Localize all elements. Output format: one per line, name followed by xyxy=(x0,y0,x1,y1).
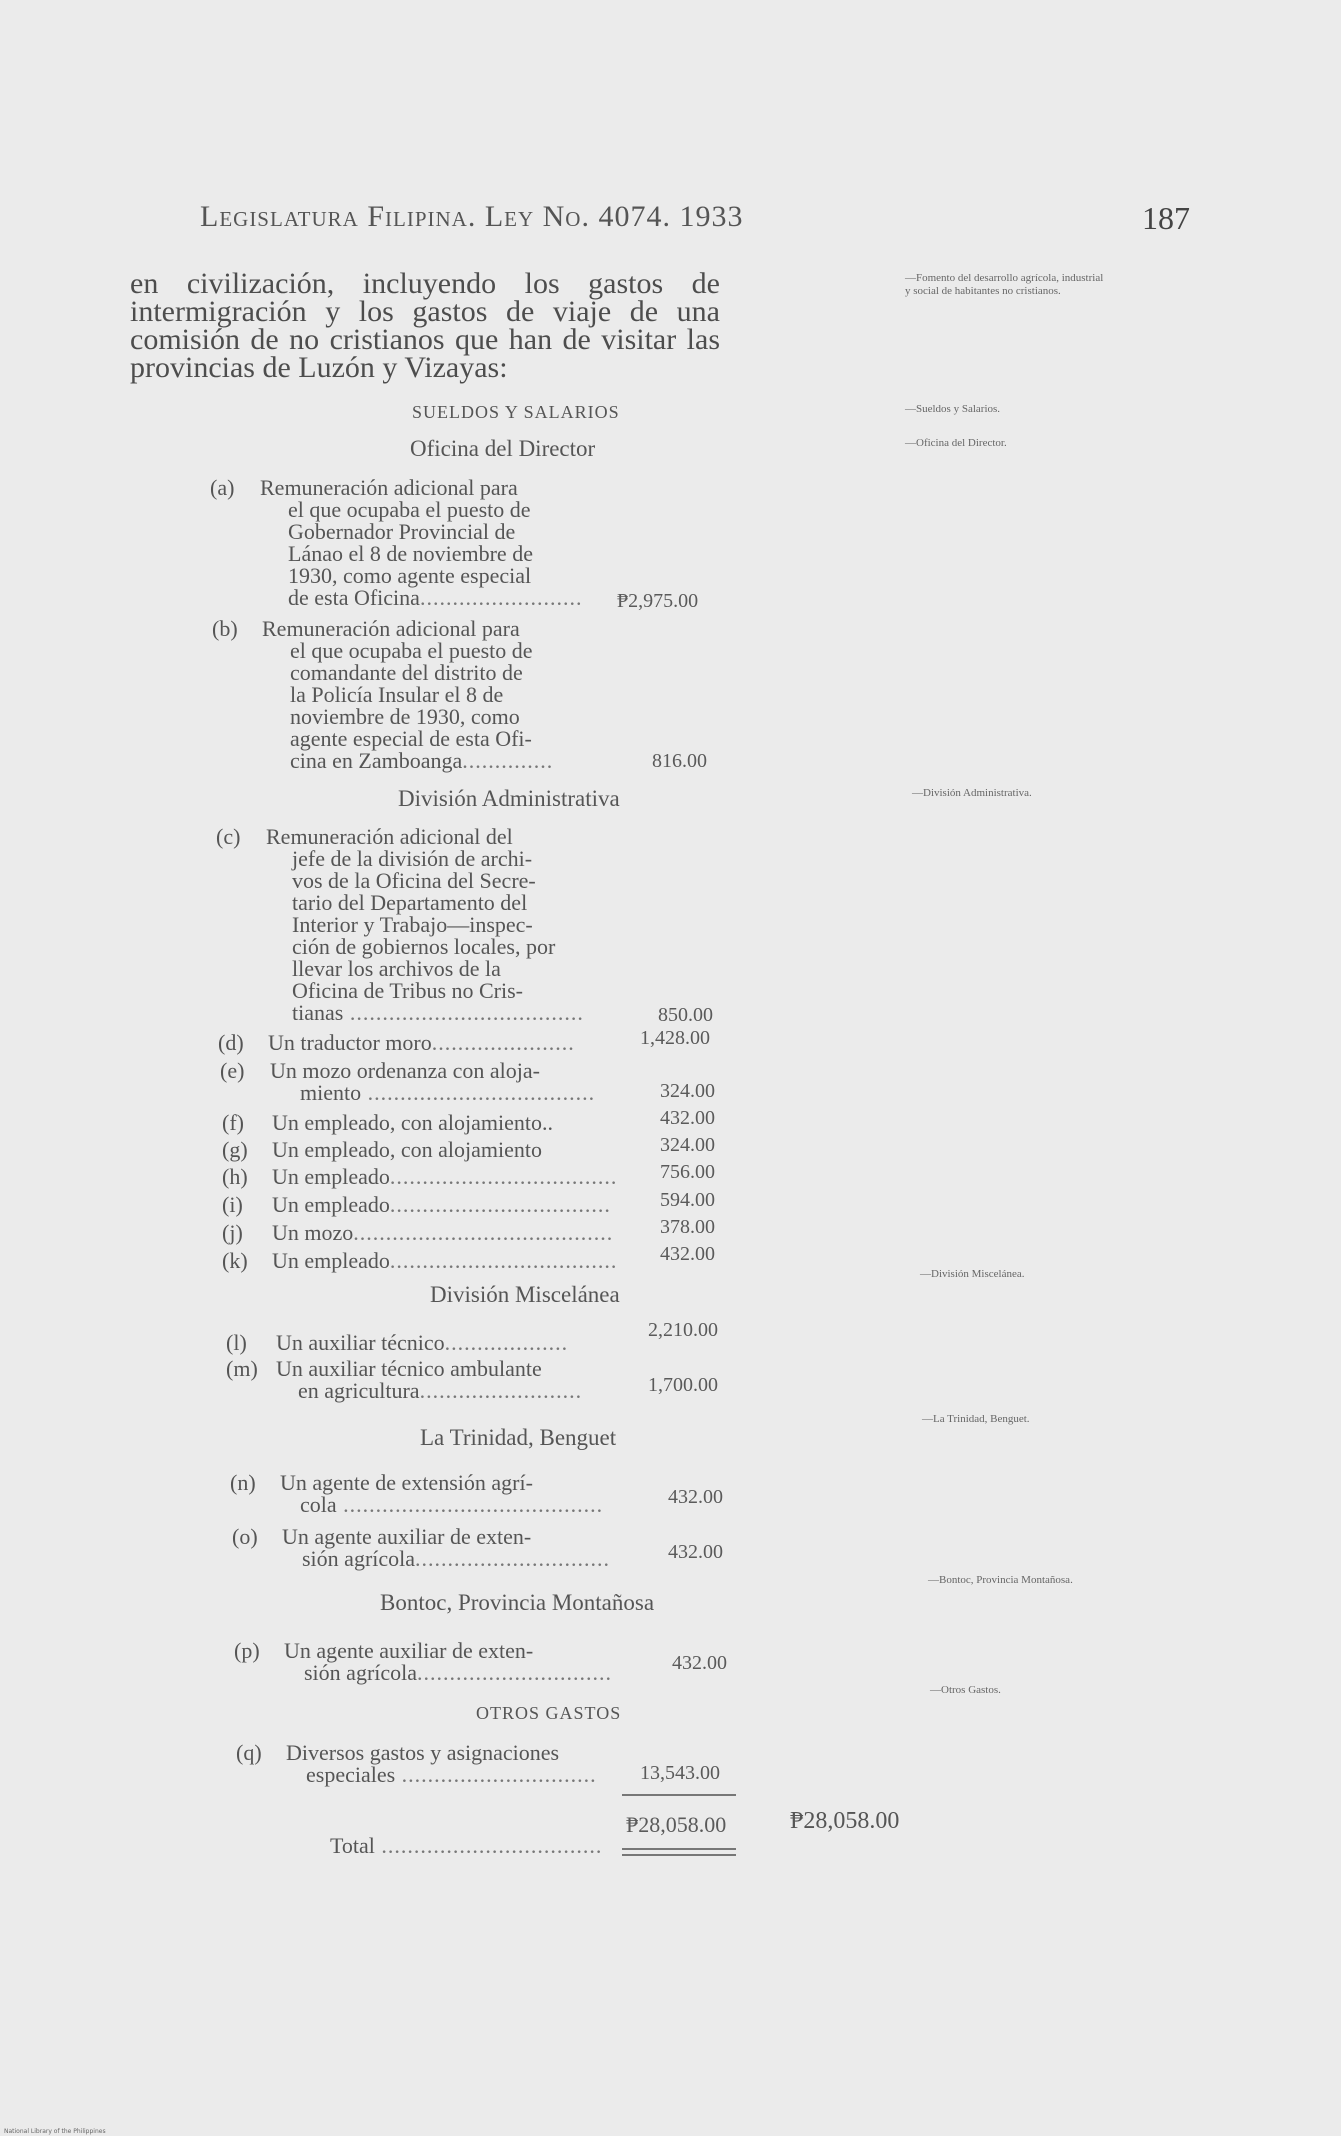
page-number: 187 xyxy=(1142,200,1190,236)
amount-q: 13,543.00 xyxy=(640,1762,720,1784)
amount-b: 816.00 xyxy=(652,750,707,772)
amount-g: 324.00 xyxy=(660,1134,715,1156)
margin-note-admin: —División Administrativa. xyxy=(912,787,1032,799)
margin-note-oficina: —Oficina del Director. xyxy=(905,437,1007,449)
amount-n: 432.00 xyxy=(668,1486,723,1508)
section-trinidad: La Trinidad, Benguet xyxy=(420,1425,617,1450)
amount-l: 2,210.00 xyxy=(648,1319,718,1341)
running-title: Legislatura Filipina. Ley No. 4074. 1933 xyxy=(200,200,744,233)
grand-total-amount: ₱28,058.00 xyxy=(790,1808,900,1834)
line-item-f: (f) Un empleado, con alojamiento.. xyxy=(222,1110,554,1135)
margin-note-fomento: —Fomento del desarrollo agrícola, industrial y social de habitantes no cristianos. xyxy=(905,272,1104,297)
amount-e: 324.00 xyxy=(660,1080,715,1102)
line-item-n: (n) Un agente de extensión agrí- cola ........................................ xyxy=(230,1470,604,1517)
line-item-m: (m) Un auxiliar técnico ambulante en agricultura......................... xyxy=(226,1356,583,1403)
amount-f: 432.00 xyxy=(660,1107,715,1129)
total-rule-2 xyxy=(622,1854,736,1856)
amount-a: ₱2,975.00 xyxy=(617,590,699,612)
amount-k: 432.00 xyxy=(660,1243,715,1265)
margin-note-trinidad: —La Trinidad, Benguet. xyxy=(922,1413,1030,1425)
line-item-d: (d) Un traductor moro...................... xyxy=(218,1030,575,1055)
section-misc: División Miscelánea xyxy=(430,1282,620,1307)
library-footer: National Library of the Philippines xyxy=(4,2128,106,2135)
total-label: Total .................................. xyxy=(330,1833,603,1858)
section-admin: División Administrativa xyxy=(398,786,620,811)
margin-note-sueldos: —Sueldos y Salarios. xyxy=(905,403,1001,415)
line-item-p: (p) Un agente auxiliar de exten- sión agrícola.............................. xyxy=(234,1638,613,1685)
line-item-g: (g) Un empleado, con alojamiento xyxy=(222,1137,543,1162)
line-item-h: (h) Un empleado................................... xyxy=(222,1164,618,1189)
line-item-o: (o) Un agente auxiliar de exten- sión agrícola.............................. xyxy=(232,1524,611,1571)
line-item-a: (a) Remuneración adicional para el que ocupaba el puesto de Gobernador Provincial de Lánao el 8 de noviembre de 1930, como agente especial de esta Oficina......................... xyxy=(210,475,583,610)
section-bontoc: Bontoc, Provincia Montañosa xyxy=(380,1590,655,1615)
amount-d: 1,428.00 xyxy=(640,1027,710,1049)
margin-note-otros: —Otros Gastos. xyxy=(930,1684,1001,1696)
line-item-q: (q) Diversos gastos y asignaciones especiales .............................. xyxy=(236,1740,597,1787)
amount-o: 432.00 xyxy=(668,1541,723,1563)
amount-j: 378.00 xyxy=(660,1216,715,1238)
line-item-i: (i) Un empleado.................................. xyxy=(222,1192,611,1217)
total-rule-1 xyxy=(622,1848,736,1850)
line-item-j: (j) Un mozo........................................ xyxy=(222,1220,614,1245)
line-item-k: (k) Un empleado................................... xyxy=(222,1248,618,1273)
amount-c: 850.00 xyxy=(658,1004,713,1026)
amount-m: 1,700.00 xyxy=(648,1374,718,1396)
amount-i: 594.00 xyxy=(660,1189,715,1211)
section-otros: OTROS GASTOS xyxy=(476,1703,622,1723)
subtotal-rule xyxy=(622,1794,736,1796)
intro-paragraph: en civilización, incluyendo los gastos de intermigración y los gastos de viaje de una comisión de no cristianos que han de visitar las provincias de Luzón y Vizayas: xyxy=(130,267,720,384)
line-item-l: (l) Un auxiliar técnico................... xyxy=(226,1330,569,1355)
line-item-b: (b) Remuneración adicional para el que ocupaba el puesto de comandante del distrito de la Policía Insular el 8 de noviembre de 1930, como agente especial de esta Ofi- cina en Zamboanga.............. xyxy=(212,616,554,773)
margin-note-bontoc: —Bontoc, Provincia Montañosa. xyxy=(928,1574,1073,1586)
margin-note-misc: —División Miscelánea. xyxy=(920,1268,1025,1280)
amount-p: 432.00 xyxy=(672,1652,727,1674)
line-item-c: (c) Remuneración adicional del jefe de la división de archi- vos de la Oficina del Secre- tario del Departamento del Interior y Trabajo—inspec- ción de gobiernos locales, por llevar los archivos de la Oficina de Tribus no Cris- tianas .................................... xyxy=(216,824,584,1025)
total-amount: ₱28,058.00 xyxy=(626,1812,727,1837)
amount-h: 756.00 xyxy=(660,1161,715,1183)
page-header xyxy=(200,200,1190,250)
section-oficina: Oficina del Director xyxy=(410,436,596,461)
section-sueldos: SUELDOS Y SALARIOS xyxy=(412,402,620,422)
line-item-e: (e) Un mozo ordenanza con aloja- miento ................................... xyxy=(220,1058,596,1105)
